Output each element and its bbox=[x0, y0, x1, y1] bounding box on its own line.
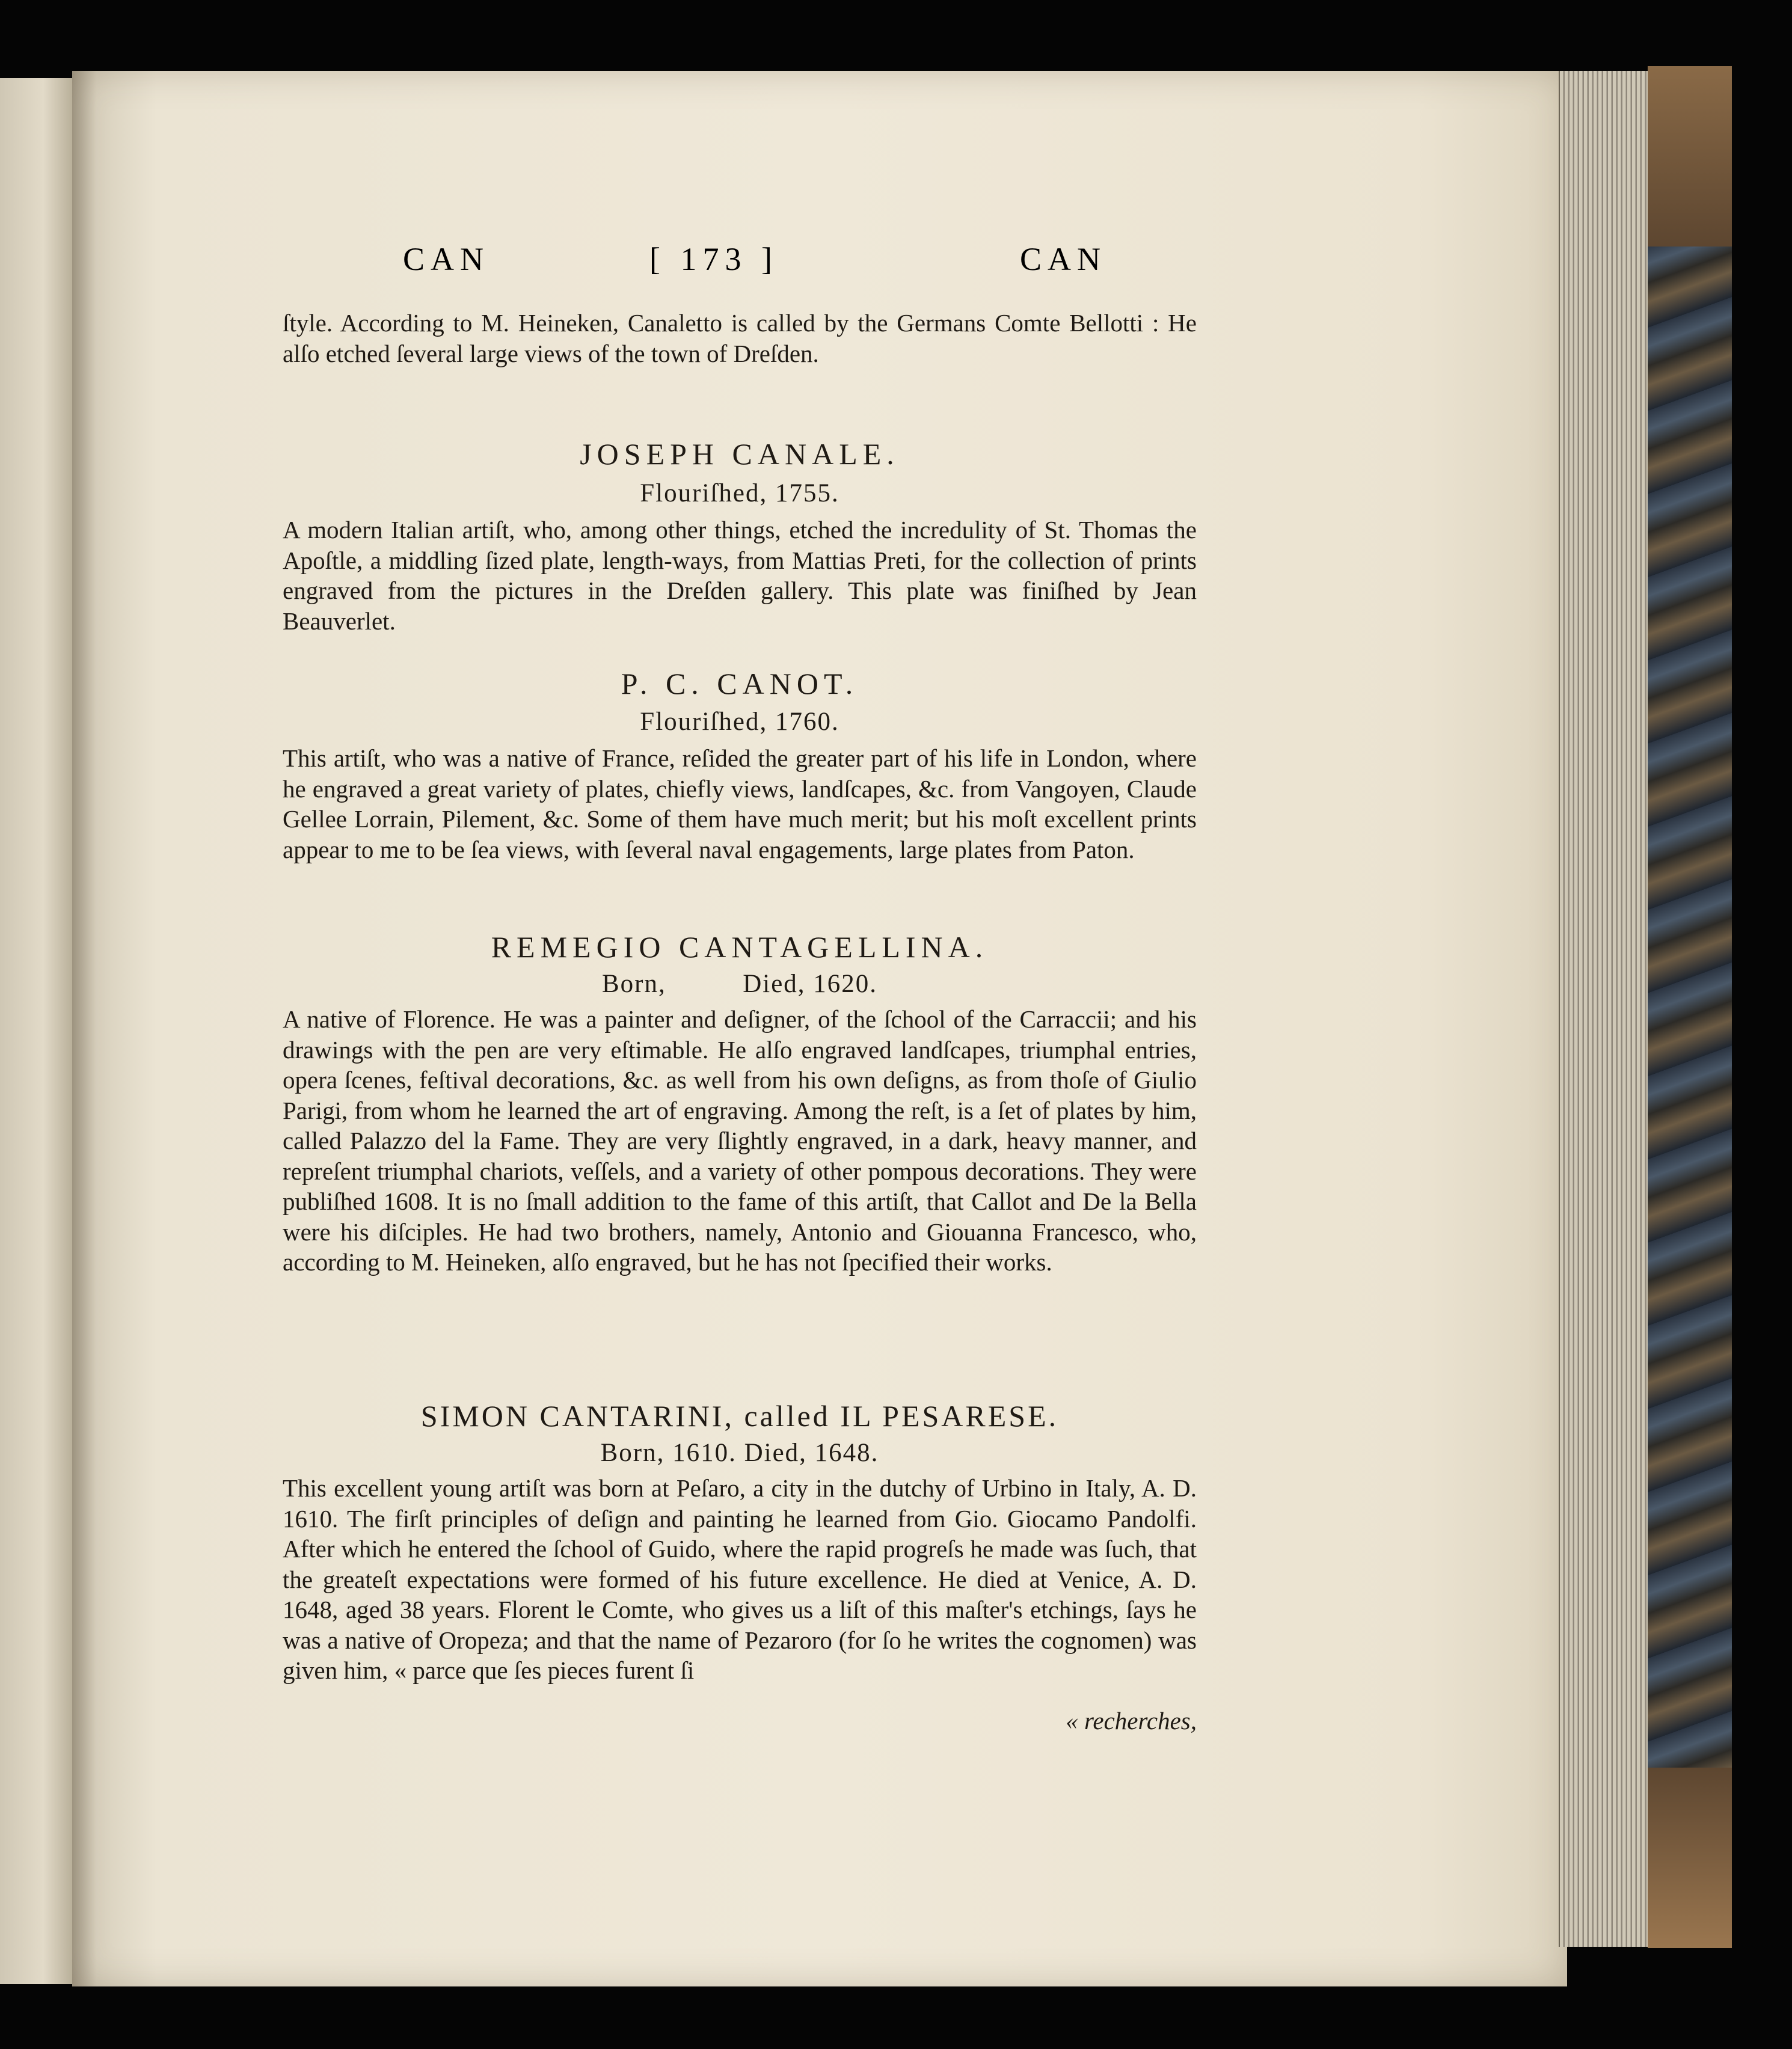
leather-spine-bottom bbox=[1648, 1768, 1732, 1948]
entry-dates: Flouriſhed, 1760. bbox=[640, 708, 839, 736]
intro-paragraph: ſtyle. According to M. Heineken, Canaletto is called by the Germans Comte Bellotti : He alſo etched ſeveral large views of the town of Dreſden. bbox=[283, 309, 1197, 367]
header-left: CAN bbox=[403, 241, 490, 277]
running-header bbox=[403, 240, 1106, 295]
entry-heading: REMEGIO CANTAGELLINA. bbox=[491, 930, 989, 964]
entry-heading: JOSEPH CANALE. bbox=[580, 437, 900, 471]
marbled-binding bbox=[1648, 78, 1732, 1948]
entry-dates: Born, Died, 1620. bbox=[601, 970, 878, 998]
entry-dates: Flouriſhed, 1755. bbox=[640, 479, 839, 507]
entry-text: This artiſt, who was a native of France, reſided the greater part of his life in London, where he engraved a great variety of plates, chiefly views, landſcapes, &c. from Vangoyen, Claude Gellee Lorrain, Pilement, &c. Some of them have much merit; but his moſt excellent prints appear to me to be ſea views, with ſeveral naval engagements, large plates from Paton. bbox=[283, 744, 1197, 863]
left-page-edge bbox=[0, 78, 72, 1984]
entry-text: This excellent young artiſt was born at Peſaro, a city in the dutchy of Urbino in Italy, A. D. 1610. The firſt principles of deſign and painting he learned from Gio. Giocamo Pandolfi. After which he entered the ſchool of Guido, where the rapid progreſs he made was ſuch, that the greateſt expectations were formed of his future excellence. He died at Venice, A. D. 1648, aged 38 years. Florent le Comte, who gives us a liſt of this maſter's etchings, ſays he was a native of Oropeza; and that the name of Pezaroro (for ſo he writes the cognomen) was given him, « parce que ſes pieces furent ſi bbox=[283, 1474, 1197, 1684]
leather-spine-top bbox=[1648, 66, 1732, 247]
entry-heading: SIMON CANTARINI, called IL PESARESE. bbox=[420, 1399, 1059, 1433]
entry-text: A modern Italian artiſt, who, among other things, etched the incredulity of St. Thomas the Apoſtle, a middling ſized plate, length-ways, from Mattias Preti, for the collection of prints engraved from the pictures in the Dreſden gallery. This plate was finiſhed by Jean Beauverlet. bbox=[283, 516, 1197, 635]
entry-dates: Born, 1610. Died, 1648. bbox=[600, 1439, 879, 1467]
entry-heading: P. C. CANOT. bbox=[621, 667, 859, 700]
page-number: [ 173 ] bbox=[649, 241, 778, 277]
entry-text: A native of Florence. He was a painter and deſigner, of the ſchool of the Carraccii; and his drawings with the pen are very eſtimable. He alſo engraved landſcapes, triumphal entries, opera ſcenes, feſtival decorations, &c. as well from his own deſigns, as from thoſe of Giulio Parigi, from whom he learned the art of engraving. Among the reſt, is a ſet of plates by him, called Palazzo del la Fame. They are very ſlightly engraved, in a dark, heavy manner, and repreſent triumphal chariots, veſſels, and a variety of other pompous decorations. They were publiſhed 1608. It is no ſmall addition to the fame of this artiſt, that Callot and De la Bella were his diſciples. He had two brothers, namely, Antonio and Giouanna Francesco, who, according to M. Heineken, alſo engraved, but he has not ſpecified their works. bbox=[283, 1005, 1197, 1276]
header-right: CAN bbox=[1019, 241, 1106, 277]
catchword: « recherches, bbox=[1066, 1707, 1197, 1735]
page-edges bbox=[1559, 71, 1650, 1947]
